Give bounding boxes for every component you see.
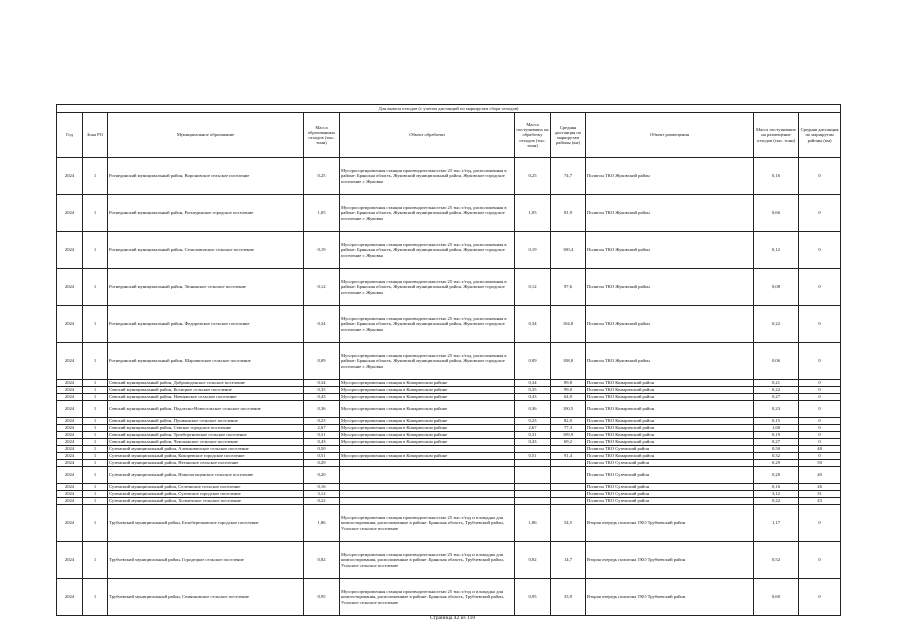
page-number: Страница 42 из 110: [429, 615, 476, 621]
cell-placement-object: Полигон ТКО Комаричский район: [586, 432, 754, 439]
cell-zone: 1: [83, 401, 108, 418]
cell-zone: 1: [83, 498, 108, 505]
cell-municipality: Севский муниципальный район, Доброводенское сельское поселение: [108, 380, 304, 387]
table-row: [57, 446, 841, 453]
cell-processing-object: Мусоросортировочная станция производительностью 25 тыс.т/год, расположенная в районе: Брянская область, Жуковский муниципальный район, Жуковское городское поселение г. Жуковка: [340, 306, 515, 343]
cell-placement-object: Полигон ТКО Суземский район: [586, 446, 754, 453]
cell-placement-object: Полигон ТКО Комаричский район: [586, 453, 754, 460]
cell-avg-distance-placement: 0: [799, 401, 841, 418]
table-header-row: [57, 113, 841, 158]
cell-mass-to-placement: 0,21: [754, 380, 799, 387]
cell-year: 2024: [57, 467, 83, 484]
cell-mass-to-processing: 0,25: [515, 158, 551, 195]
cell-placement-object: Полигон ТКО Комаричский район: [586, 425, 754, 432]
cell-avg-distance-placement: 0: [799, 439, 841, 446]
cell-avg-distance-processing: [551, 484, 586, 491]
cell-avg-distance-placement: 0: [799, 158, 841, 195]
cell-avg-distance-placement: 48: [799, 446, 841, 453]
cell-mass-to-placement: 0,66: [754, 195, 799, 232]
cell-avg-distance-processing: 77,3: [551, 425, 586, 432]
cell-placement-object: Полигон ТКО Комаричский район: [586, 387, 754, 394]
cell-avg-distance-placement: 0: [799, 542, 841, 579]
cell-avg-distance-processing: [551, 467, 586, 484]
cell-zone: 1: [83, 158, 108, 195]
cell-year: 2024: [57, 425, 83, 432]
cell-zone: 1: [83, 418, 108, 425]
cell-mass-generated: 0,12: [304, 269, 340, 306]
cell-processing-object: Мусоросортировочная станция в Комаричском районе: [340, 439, 515, 446]
cell-mass-generated: 0,23: [304, 418, 340, 425]
cell-municipality: Суземский муниципальный район, Суземское городское поселение: [108, 491, 304, 498]
cell-zone: 1: [83, 439, 108, 446]
cell-year: 2024: [57, 306, 83, 343]
cell-municipality: Рогнединский муниципальный район, Селиловичское сельское поселение: [108, 232, 304, 269]
cell-avg-distance-processing: 81,9: [551, 195, 586, 232]
cell-mass-to-processing: [515, 467, 551, 484]
cell-mass-to-processing: 0,51: [515, 453, 551, 460]
cell-processing-object: Мусоросортировочная станция производительностью 25 тыс.т/год и площадка для компостирования, расположенные в районе: Брянская область, Трубчевский район, Усохское сельское поселение: [340, 542, 515, 579]
cell-mass-to-processing: 0,34: [515, 380, 551, 387]
cell-mass-to-processing: 0,95: [515, 579, 551, 616]
cell-mass-generated: 0,43: [304, 439, 340, 446]
cell-year: 2024: [57, 484, 83, 491]
cell-placement-object: Полигон ТКО Жуковский район: [586, 195, 754, 232]
cell-mass-to-placement: 3,12: [754, 491, 799, 498]
cell-zone: 1: [83, 460, 108, 467]
cell-processing-object: Мусоросортировочная станция производительностью 25 тыс.т/год, расположенная в районе: Брянская область, Жуковский муниципальный район, Жуковское городское поселение г. Жуковка: [340, 269, 515, 306]
cell-avg-distance-placement: 0: [799, 343, 841, 380]
cell-municipality: Суземский муниципальный район, Алешковичское сельское поселение: [108, 446, 304, 453]
cell-avg-distance-placement: 26: [799, 484, 841, 491]
header-municipality: Муниципальное образование: [108, 113, 304, 158]
cell-placement-object: Полигон ТКО Комаричский район: [586, 439, 754, 446]
cell-avg-distance-placement: 0: [799, 432, 841, 439]
cell-mass-generated: 0,22: [304, 498, 340, 505]
cell-mass-to-processing: 0,35: [515, 387, 551, 394]
cell-zone: 1: [83, 387, 108, 394]
table-row: [57, 542, 841, 579]
cell-avg-distance-placement: 43: [799, 498, 841, 505]
table-body: [57, 158, 841, 616]
cell-zone: 1: [83, 542, 108, 579]
cell-avg-distance-processing: [551, 498, 586, 505]
cell-mass-to-placement: 0,20: [754, 467, 799, 484]
cell-placement-object: Полигон ТКО Жуковский район: [586, 232, 754, 269]
cell-municipality: Севский муниципальный район, Косицкое сельское поселение: [108, 387, 304, 394]
cell-mass-to-placement: 0,22: [754, 498, 799, 505]
cell-mass-to-processing: [515, 460, 551, 467]
cell-municipality: Трубчевский муниципальный район, Городецкое сельское поселение: [108, 542, 304, 579]
cell-avg-distance-placement: 0: [799, 380, 841, 387]
cell-year: 2024: [57, 491, 83, 498]
cell-mass-generated: 1,05: [304, 195, 340, 232]
cell-year: 2024: [57, 453, 83, 460]
cell-mass-generated: 0,43: [304, 394, 340, 401]
table-row: [57, 505, 841, 542]
cell-placement-object: Полигон ТКО Жуковский район: [586, 269, 754, 306]
cell-year: 2024: [57, 439, 83, 446]
cell-mass-generated: 0,51: [304, 453, 340, 460]
cell-avg-distance-placement: 0: [799, 394, 841, 401]
table-row: [57, 232, 841, 269]
table-row: [57, 484, 841, 491]
cell-avg-distance-placement: 0: [799, 505, 841, 542]
cell-processing-object: Мусоросортировочная станция в Комаричском районе: [340, 453, 515, 460]
cell-avg-distance-placement: 0: [799, 269, 841, 306]
cell-zone: 1: [83, 425, 108, 432]
cell-avg-distance-processing: 69,2: [551, 439, 586, 446]
cell-processing-object: [340, 498, 515, 505]
cell-processing-object: [340, 467, 515, 484]
cell-mass-to-placement: 0,60: [754, 579, 799, 616]
table-row: [57, 343, 841, 380]
cell-avg-distance-processing: 108,0: [551, 343, 586, 380]
cell-mass-generated: 0,34: [304, 380, 340, 387]
cell-avg-distance-processing: 97,6: [551, 269, 586, 306]
waste-flow-table: [56, 104, 841, 616]
cell-municipality: Суземский муниципальный район, Негинское сельское поселение: [108, 460, 304, 467]
cell-zone: 1: [83, 505, 108, 542]
table-row: [57, 418, 841, 425]
cell-year: 2024: [57, 460, 83, 467]
cell-municipality: Севский муниципальный район, Троебортновское сельское поселение: [108, 432, 304, 439]
header-placement-object: Объект размещения: [586, 113, 754, 158]
cell-mass-to-placement: 0,06: [754, 343, 799, 380]
table-row: [57, 158, 841, 195]
cell-zone: 1: [83, 446, 108, 453]
cell-processing-object: Мусоросортировочная станция в Комаричском районе: [340, 394, 515, 401]
header-mass-to-processing: Масса поступивших на обработку отходов (тыс. тонн): [515, 113, 551, 158]
cell-mass-to-processing: 0,36: [515, 401, 551, 418]
cell-mass-to-processing: 0,09: [515, 343, 551, 380]
cell-municipality: Суземский муниципальный район, Селечнское сельское поселение: [108, 484, 304, 491]
cell-mass-generated: 0,35: [304, 387, 340, 394]
cell-mass-to-placement: 0,12: [754, 232, 799, 269]
cell-avg-distance-placement: 0: [799, 387, 841, 394]
cell-year: 2024: [57, 432, 83, 439]
cell-avg-distance-processing: 33,9: [551, 579, 586, 616]
cell-avg-distance-processing: 74,7: [551, 158, 586, 195]
cell-avg-distance-processing: 89,8: [551, 380, 586, 387]
cell-mass-generated: 0,29: [304, 460, 340, 467]
cell-avg-distance-processing: 91,4: [551, 453, 586, 460]
cell-placement-object: Полигон ТКО Суземский район: [586, 498, 754, 505]
cell-municipality: Рогнединский муниципальный район, Федоровское сельское поселение: [108, 306, 304, 343]
cell-year: 2024: [57, 232, 83, 269]
cell-placement-object: Вторая очередь полигона ТКО Трубчевский район: [586, 542, 754, 579]
cell-mass-generated: 0,19: [304, 232, 340, 269]
cell-avg-distance-processing: 109,9: [551, 432, 586, 439]
header-avg-distance-processing: Средняя дистанция по маршрутам районы (км): [551, 113, 586, 158]
cell-mass-to-processing: 0,31: [515, 432, 551, 439]
cell-mass-to-processing: [515, 498, 551, 505]
cell-avg-distance-placement: 0: [799, 306, 841, 343]
cell-zone: 1: [83, 579, 108, 616]
cell-processing-object: Мусоросортировочная станция в Комаричском районе: [340, 387, 515, 394]
cell-municipality: Трубчевский муниципальный район, Семячковское сельское поселение: [108, 579, 304, 616]
cell-processing-object: Мусоросортировочная станция производительностью 25 тыс.т/год, расположенная в районе: Брянская область, Жуковский муниципальный район, Жуковское городское поселение г. Жуковка: [340, 232, 515, 269]
cell-mass-generated: 0,31: [304, 432, 340, 439]
cell-mass-to-processing: [515, 446, 551, 453]
table-row: [57, 491, 841, 498]
table-row: [57, 195, 841, 232]
table-row: [57, 439, 841, 446]
header-mass-generated: Масса образованных отходов (тыс. тонн): [304, 113, 340, 158]
cell-avg-distance-placement: 31: [799, 491, 841, 498]
cell-year: 2024: [57, 446, 83, 453]
cell-zone: 1: [83, 269, 108, 306]
cell-processing-object: [340, 491, 515, 498]
cell-avg-distance-processing: 100,4: [551, 232, 586, 269]
cell-mass-generated: 2,67: [304, 425, 340, 432]
cell-year: 2024: [57, 343, 83, 380]
cell-zone: 1: [83, 394, 108, 401]
cell-year: 2024: [57, 195, 83, 232]
cell-year: 2024: [57, 579, 83, 616]
header-avg-distance-placement: Средняя дистанция по маршрутам районы (км): [799, 113, 841, 158]
table-row: [57, 498, 841, 505]
cell-municipality: Рогнединский муниципальный район, Вороновское сельское поселение: [108, 158, 304, 195]
cell-processing-object: Мусоросортировочная станция в Комаричском районе: [340, 432, 515, 439]
cell-processing-object: [340, 460, 515, 467]
cell-placement-object: Полигон ТКО Комаричский район: [586, 401, 754, 418]
cell-placement-object: Полигон ТКО Суземский район: [586, 460, 754, 467]
cell-mass-to-processing: 0,34: [515, 306, 551, 343]
cell-zone: 1: [83, 432, 108, 439]
cell-municipality: Рогнединский муниципальный район, Шаровичское сельское поселение: [108, 343, 304, 380]
cell-avg-distance-processing: 64,9: [551, 394, 586, 401]
cell-placement-object: Вторая очередь полигона ТКО Трубчевский район: [586, 579, 754, 616]
cell-avg-distance-processing: 14,7: [551, 542, 586, 579]
cell-avg-distance-placement: 0: [799, 453, 841, 460]
cell-mass-to-placement: 0,52: [754, 542, 799, 579]
cell-zone: 1: [83, 380, 108, 387]
header-mass-to-placement: Масса поступивших на размещение отходов (тыс. тонн): [754, 113, 799, 158]
cell-zone: 1: [83, 491, 108, 498]
cell-placement-object: Полигон ТКО Жуковский район: [586, 158, 754, 195]
table-row: [57, 579, 841, 616]
cell-municipality: Суземский муниципальный район, Кокоревское городское поселение: [108, 453, 304, 460]
cell-mass-to-placement: 0,32: [754, 453, 799, 460]
cell-mass-generated: 0,82: [304, 542, 340, 579]
header-zone: Зона РО: [83, 113, 108, 158]
cell-municipality: Трубчевский муниципальный район, Белоберезковское городское поселение: [108, 505, 304, 542]
cell-mass-generated: 0,25: [304, 158, 340, 195]
cell-avg-distance-processing: [551, 491, 586, 498]
cell-mass-generated: 0,50: [304, 446, 340, 453]
table-row: [57, 467, 841, 484]
cell-avg-distance-processing: [551, 460, 586, 467]
cell-avg-distance-placement: 0: [799, 418, 841, 425]
cell-placement-object: Полигон ТКО Комаричский район: [586, 380, 754, 387]
cell-mass-to-processing: 0,43: [515, 439, 551, 446]
cell-year: 2024: [57, 498, 83, 505]
cell-avg-distance-processing: 99,0: [551, 387, 586, 394]
table-row: [57, 460, 841, 467]
cell-processing-object: Мусоросортировочная станция в Комаричском районе: [340, 380, 515, 387]
cell-mass-to-processing: 1,05: [515, 195, 551, 232]
table-row: [57, 432, 841, 439]
cell-mass-to-placement: 0,27: [754, 439, 799, 446]
cell-mass-generated: 1,86: [304, 505, 340, 542]
cell-mass-to-processing: 2,67: [515, 425, 551, 432]
cell-processing-object: Мусоросортировочная станция производительностью 25 тыс.т/год, расположенная в районе: Брянская область, Жуковский муниципальный район, Жуковское городское поселение г. Жуковка: [340, 343, 515, 380]
cell-avg-distance-processing: 82,0: [551, 418, 586, 425]
cell-mass-generated: 0,34: [304, 306, 340, 343]
cell-mass-to-processing: 1,86: [515, 505, 551, 542]
cell-mass-to-placement: 1,17: [754, 505, 799, 542]
cell-year: 2024: [57, 380, 83, 387]
cell-avg-distance-placement: 0: [799, 425, 841, 432]
cell-avg-distance-placement: 0: [799, 195, 841, 232]
cell-municipality: Севский муниципальный район, Чемлыжское сельское поселение: [108, 439, 304, 446]
cell-mass-to-placement: 0,08: [754, 269, 799, 306]
cell-mass-generated: 3,12: [304, 491, 340, 498]
cell-mass-to-placement: 0,22: [754, 387, 799, 394]
cell-municipality: Севский муниципальный район, Новоямское сельское поселение: [108, 394, 304, 401]
table-row: [57, 401, 841, 418]
cell-year: 2024: [57, 505, 83, 542]
cell-municipality: Севский муниципальный район, Подлесно-Новосельское сельское поселение: [108, 401, 304, 418]
cell-year: 2024: [57, 158, 83, 195]
cell-placement-object: Полигон ТКО Суземский район: [586, 467, 754, 484]
cell-mass-generated: 0,20: [304, 467, 340, 484]
cell-year: 2024: [57, 387, 83, 394]
cell-avg-distance-processing: 104,8: [551, 306, 586, 343]
cell-mass-generated: 0,09: [304, 343, 340, 380]
table-banner: Для вывоза отходов (с учетом дистанций по маршрутам сбора отходов): [57, 105, 841, 113]
table-row: [57, 425, 841, 432]
cell-mass-to-placement: 0,15: [754, 418, 799, 425]
cell-year: 2024: [57, 269, 83, 306]
cell-mass-generated: 0,36: [304, 401, 340, 418]
cell-municipality: Суземский муниципальный район, Новопогощенское сельское поселение: [108, 467, 304, 484]
cell-mass-to-processing: 0,43: [515, 394, 551, 401]
cell-mass-to-processing: 0,19: [515, 232, 551, 269]
cell-mass-generated: 0,16: [304, 484, 340, 491]
cell-municipality: Севский муниципальный район, Пушкинское сельское поселение: [108, 418, 304, 425]
cell-avg-distance-placement: 0: [799, 232, 841, 269]
cell-avg-distance-processing: 54,5: [551, 505, 586, 542]
cell-mass-to-placement: 0,19: [754, 432, 799, 439]
cell-year: 2024: [57, 394, 83, 401]
cell-zone: 1: [83, 467, 108, 484]
cell-mass-to-placement: 1,68: [754, 425, 799, 432]
cell-mass-to-processing: 0,23: [515, 418, 551, 425]
table-row: [57, 306, 841, 343]
cell-avg-distance-processing: 100,5: [551, 401, 586, 418]
table-row: [57, 453, 841, 460]
cell-processing-object: Мусоросортировочная станция производительностью 25 тыс.т/год, расположенная в районе: Брянская область, Жуковский муниципальный район, Жуковское городское поселение г. Жуковка: [340, 195, 515, 232]
cell-processing-object: Мусоросортировочная станция в Комаричском районе: [340, 418, 515, 425]
table-banner-row: [57, 105, 841, 113]
cell-zone: 1: [83, 343, 108, 380]
cell-zone: 1: [83, 306, 108, 343]
cell-mass-to-placement: 0,50: [754, 446, 799, 453]
table-row: [57, 387, 841, 394]
header-processing-object: Объект обработки: [340, 113, 515, 158]
cell-avg-distance-placement: 40: [799, 467, 841, 484]
cell-processing-object: Мусоросортировочная станция производительностью 25 тыс.т/год и площадка для компостирования, расположенные в районе: Брянская область, Трубчевский район, Усохское сельское поселение: [340, 579, 515, 616]
cell-processing-object: Мусоросортировочная станция производительностью 25 тыс.т/год и площадка для компостирования, расположенные в районе: Брянская область, Трубчевский район, Усохское сельское поселение: [340, 505, 515, 542]
cell-mass-to-processing: [515, 484, 551, 491]
cell-municipality: Суземский муниципальный район, Холмечское сельское поселение: [108, 498, 304, 505]
table-row: [57, 394, 841, 401]
cell-processing-object: Мусоросортировочная станция в Комаричском районе: [340, 425, 515, 432]
cell-mass-to-processing: 0,82: [515, 542, 551, 579]
cell-placement-object: Полигон ТКО Суземский район: [586, 491, 754, 498]
cell-processing-object: [340, 484, 515, 491]
cell-placement-object: Вторая очередь полигона ТКО Трубчевский район: [586, 505, 754, 542]
header-year: Год: [57, 113, 83, 158]
cell-processing-object: Мусоросортировочная станция в Комаричском районе: [340, 401, 515, 418]
cell-mass-to-placement: 0,22: [754, 306, 799, 343]
cell-placement-object: Полигон ТКО Суземский район: [586, 484, 754, 491]
cell-avg-distance-placement: 50: [799, 460, 841, 467]
cell-mass-to-processing: [515, 491, 551, 498]
cell-municipality: Рогнединский муниципальный район, Рогнединское городское поселение: [108, 195, 304, 232]
document-sheet: [56, 104, 840, 616]
cell-avg-distance-processing: [551, 446, 586, 453]
cell-year: 2024: [57, 401, 83, 418]
cell-placement-object: Полигон ТКО Комаричский район: [586, 394, 754, 401]
cell-zone: 1: [83, 453, 108, 460]
cell-mass-to-placement: 0,16: [754, 158, 799, 195]
table-row: [57, 269, 841, 306]
cell-year: 2024: [57, 542, 83, 579]
cell-mass-to-placement: 0,29: [754, 460, 799, 467]
cell-mass-to-placement: 0,16: [754, 484, 799, 491]
cell-year: 2024: [57, 418, 83, 425]
cell-zone: 1: [83, 484, 108, 491]
cell-processing-object: Мусоросортировочная станция производительностью 25 тыс.т/год, расположенная в районе: Брянская область, Жуковский муниципальный район, Жуковское городское поселение г. Жуковка: [340, 158, 515, 195]
cell-zone: 1: [83, 232, 108, 269]
cell-placement-object: Полигон ТКО Комаричский район: [586, 418, 754, 425]
table-row: [57, 380, 841, 387]
cell-mass-to-placement: 0,23: [754, 401, 799, 418]
cell-municipality: Рогнединский муниципальный район, Тюнинское сельское поселение: [108, 269, 304, 306]
cell-mass-to-placement: 0,27: [754, 394, 799, 401]
cell-avg-distance-placement: 0: [799, 579, 841, 616]
cell-processing-object: [340, 446, 515, 453]
cell-municipality: Севский муниципальный район, Севское городское поселение: [108, 425, 304, 432]
cell-zone: 1: [83, 195, 108, 232]
cell-mass-generated: 0,95: [304, 579, 340, 616]
cell-mass-to-processing: 0,12: [515, 269, 551, 306]
cell-placement-object: Полигон ТКО Жуковский район: [586, 306, 754, 343]
cell-placement-object: Полигон ТКО Жуковский район: [586, 343, 754, 380]
